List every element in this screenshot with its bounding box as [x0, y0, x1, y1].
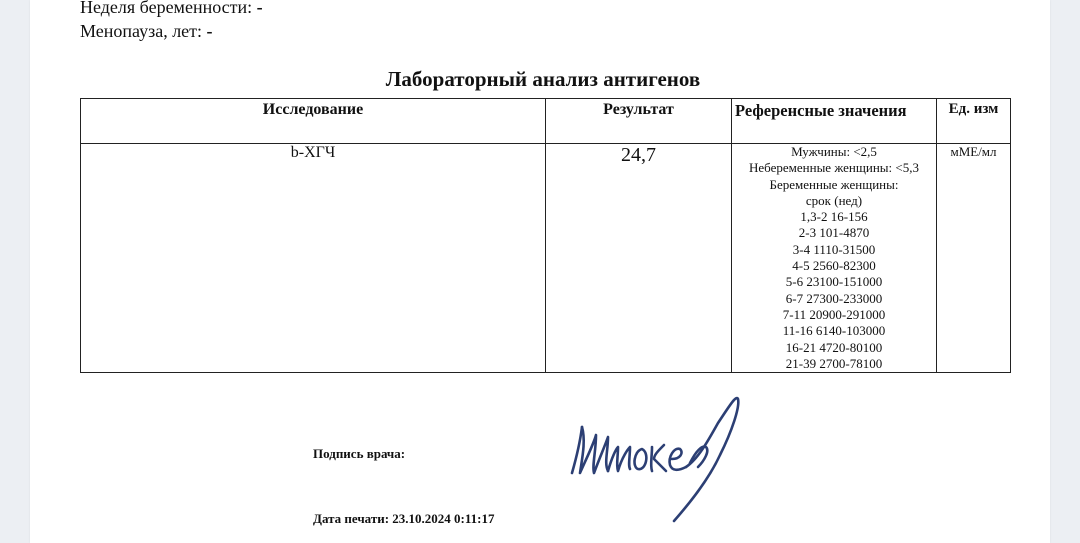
table-header-row: [81, 99, 1011, 144]
signature-label: Подпись врача:: [313, 446, 406, 461]
reference-line: 7-11 20900-291000: [782, 306, 886, 322]
result-value-cell: 24,7: [546, 144, 732, 373]
doctor-signature: [568, 393, 758, 529]
header-reference: Референсные значения: [732, 99, 937, 144]
reference-line: 5-6 23100-151000: [785, 274, 883, 290]
unit-cell: мМЕ/мл: [937, 144, 1011, 373]
results-table: [80, 98, 1011, 373]
reference-line: 16-21 4720-80100: [785, 339, 883, 355]
print-date-value: 23.10.2024 0:11:17: [392, 511, 495, 526]
print-date-label: Дата печати:: [313, 511, 390, 526]
menopause-label: Менопауза, лет:: [80, 21, 203, 41]
table-row: [81, 144, 1011, 373]
header-result: Результат: [546, 99, 732, 144]
reference-values-cell: [732, 144, 937, 373]
pregnancy-week-value: -: [256, 0, 263, 17]
reference-line: Небеременные женщины: <5,3: [749, 160, 919, 176]
reference-line: 21-39 2700-78100: [785, 355, 883, 371]
reference-line: 1,3-2 16-156: [800, 209, 868, 225]
reference-line: Мужчины: <2,5: [791, 144, 877, 159]
reference-line: 6-7 27300-233000: [785, 290, 883, 306]
header-test: Исследование: [81, 99, 546, 144]
test-name-cell: b-ХГЧ: [81, 144, 546, 373]
reference-line: 11-16 6140-103000: [782, 323, 886, 339]
section-title: Лабораторный анализ антигенов: [385, 67, 701, 91]
header-unit: Ед. изм: [937, 99, 1011, 144]
menopause-value: -: [206, 21, 213, 41]
reference-line: Беременные женщины:: [769, 176, 899, 192]
reference-line: срок (нед): [805, 192, 863, 208]
print-date-line: [313, 511, 495, 527]
pregnancy-week-label: Неделя беременности:: [80, 0, 253, 17]
pregnancy-week-line: [80, 0, 263, 18]
reference-line: 2-3 101-4870: [798, 225, 870, 241]
document-page: [30, 0, 1050, 543]
reference-line: 3-4 1110-31500: [792, 241, 876, 257]
reference-line: 4-5 2560-82300: [792, 258, 876, 274]
menopause-line: [80, 21, 213, 42]
